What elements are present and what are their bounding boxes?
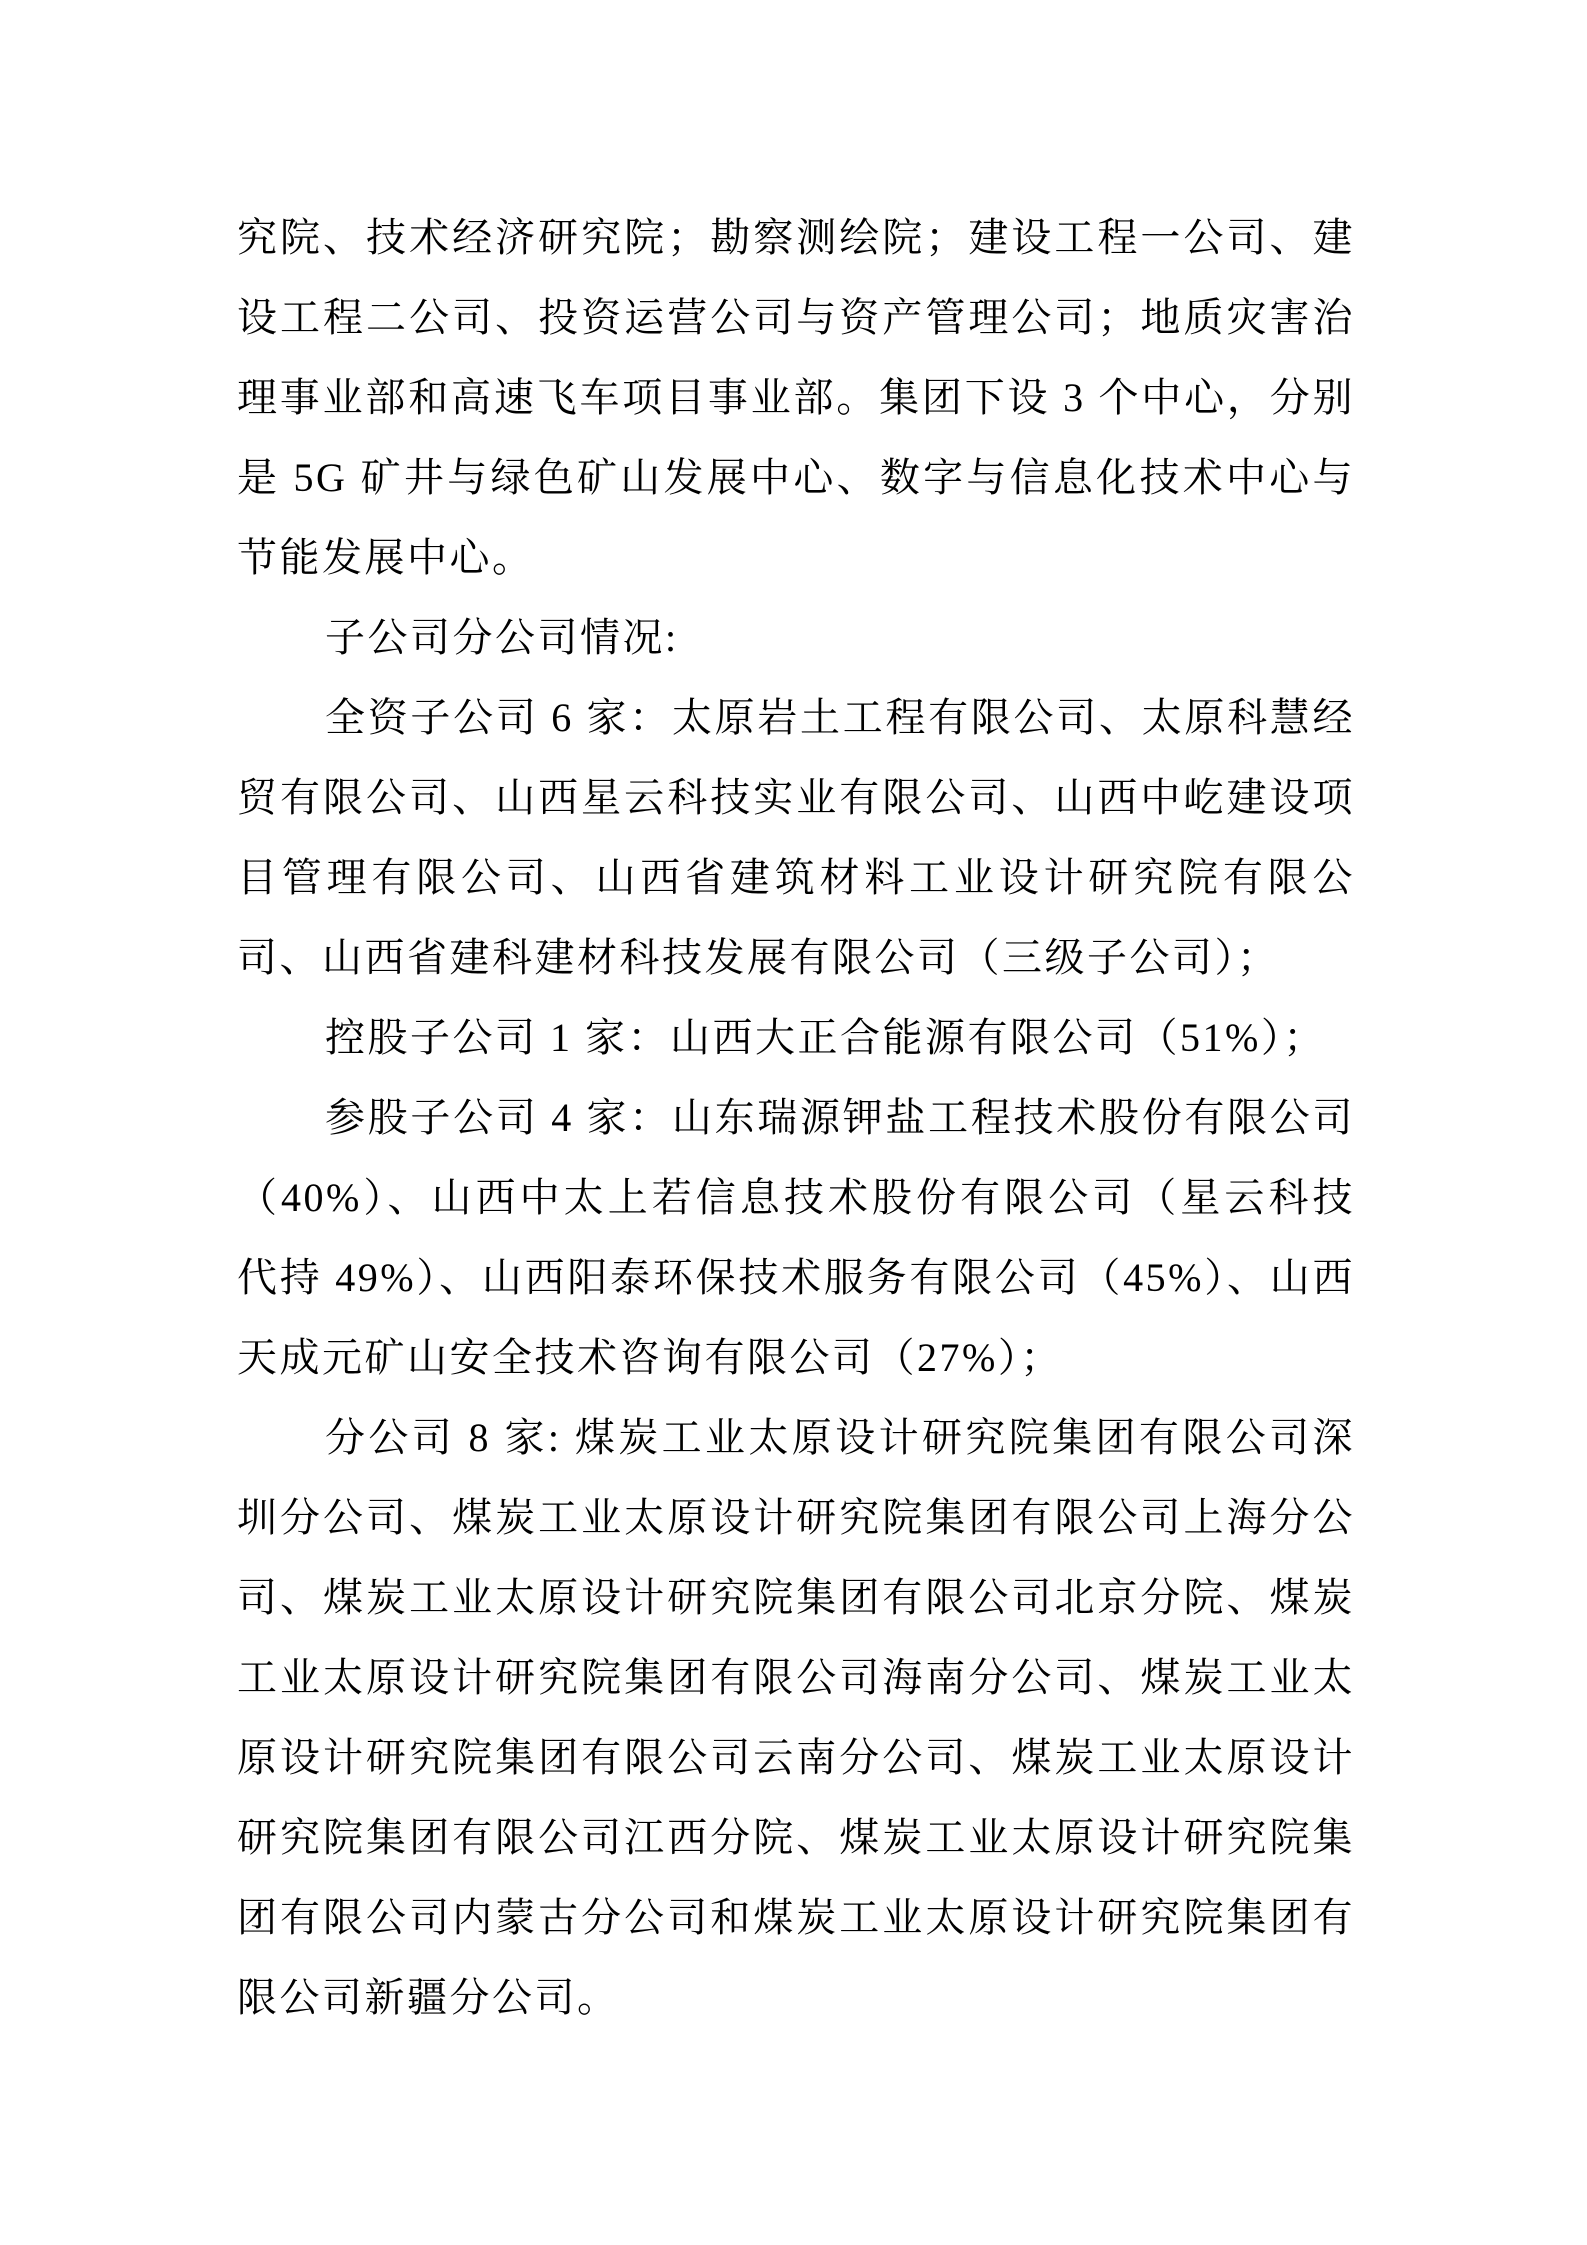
paragraph-subsidiaries-heading: 子公司分公司情况:	[325, 615, 679, 660]
paragraph-wholly-owned-subsidiaries: 全资子公司 6 家：太原岩土工程有限公司、太原科慧经贸有限公司、山西星云科技实业有限公司、山西中屹建设项目管理有限公司、山西省建筑材料工业设计研究院有限公司、山西省建科建材科技发展有限公司（三级子公司）；	[237, 695, 1355, 980]
paragraph-branch-companies: 分公司 8 家: 煤炭工业太原设计研究院集团有限公司深圳分公司、煤炭工业太原设计研究院集团有限公司上海分公司、煤炭工业太原设计研究院集团有限公司北京分院、煤炭工业太原设计研究院集团有限公司海南分公司、煤炭工业太原设计研究院集团有限公司云南分公司、煤炭工业太原设计研究院集团有限公司江西分院、煤炭工业太原设计研究院集团有限公司内蒙古分公司和煤炭工业太原设计研究院集团有限公司新疆分公司。	[237, 1415, 1355, 2020]
paragraph-equity-participation-subsidiaries: 参股子公司 4 家：山东瑞源钾盐工程技术股份有限公司（40%）、山西中太上若信息技术股份有限公司（星云科技代持 49%）、山西阳泰环保技术服务有限公司（45%）、山西天成元矿山安全技术咨询有限公司（27%）；	[237, 1095, 1355, 1380]
paragraph-holding-subsidiary: 控股子公司 1 家：山西大正合能源有限公司（51%）；	[325, 1015, 1326, 1060]
paragraph-continuation-departments: 究院、技术经济研究院；勘察测绘院；建设工程一公司、建设工程二公司、投资运营公司与资产管理公司；地质灾害治理事业部和高速飞车项目事业部。集团下设 3 个中心，分别是 5G 矿井与绿色矿山发展中心、数字与信息化技术中心与节能发展中心。	[237, 215, 1355, 580]
document-text-block	[237, 198, 1355, 2038]
